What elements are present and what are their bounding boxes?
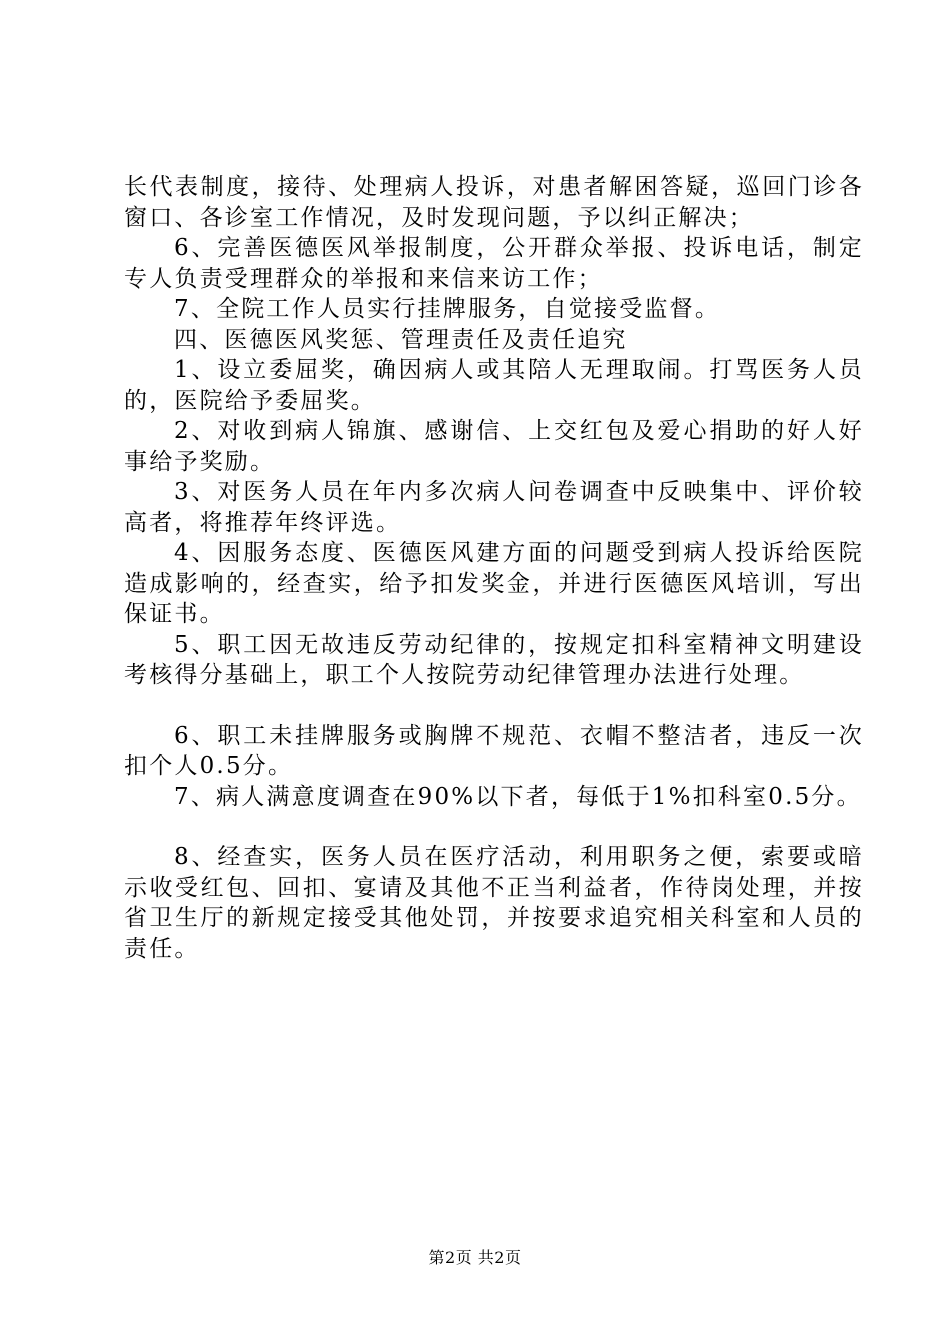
- section-heading: 四、医德医风奖惩、管理责任及责任追究: [174, 326, 628, 353]
- paragraph-item-6: 6、职工未挂牌服务或胸牌不规范、衣帽不整洁者，违反一次扣个人0.5分。: [124, 722, 864, 779]
- paragraph-item-2: 2、对收到病人锦旗、感谢信、上交红包及爱心捐助的好人好事给予奖励。: [124, 418, 864, 475]
- paragraph-item-4: 4、因服务态度、医德医风建方面的问题受到病人投诉给医院造成影响的，经查实，给予扣发奖金，并进行医德医风培训，写出保证书。: [124, 540, 864, 627]
- paragraph-item-7-badge-service: 7、全院工作人员实行挂牌服务，自觉接受监督。: [174, 296, 721, 322]
- page-number-footer: 第2页 共2页: [428, 1248, 522, 1267]
- paragraph-item-6-report-system: 6、完善医德医风举报制度，公开群众举报、投诉电话，制定专人负责受理群众的举报和来信来访工作；: [124, 235, 864, 292]
- paragraph-item-7: 7、病人满意度调查在90%以下者，每低于1%扣科室0.5分。: [174, 783, 862, 810]
- paragraph-item-5: 5、职工因无故违反劳动纪律的，按规定扣科室精神文明建设考核得分基础上，职工个人按院劳动纪律管理办法进行处理。: [124, 631, 864, 688]
- paragraph-item-1: 1、设立委屈奖，确因病人或其陪人无理取闹。打骂医务人员的，医院给予委屈奖。: [124, 357, 864, 414]
- paragraph-item-8: 8、经查实，医务人员在医疗活动，利用职务之便，索要或暗示收受红包、回扣、宴请及其他不正当利益者，作待岗处理，并按省卫生厅的新规定接受其他处罚，并按要求追究相关科室和人员的责任。: [124, 844, 864, 962]
- paragraph-continuation: 长代表制度，接待、处理病人投诉，对患者解困答疑，巡回门诊各窗口、各诊室工作情况，及时发现问题，予以纠正解决；: [124, 174, 864, 231]
- document-body: [124, 172, 864, 964]
- paragraph-item-3: 3、对医务人员在年内多次病人问卷调查中反映集中、评价较高者，将推荐年终评选。: [124, 479, 864, 536]
